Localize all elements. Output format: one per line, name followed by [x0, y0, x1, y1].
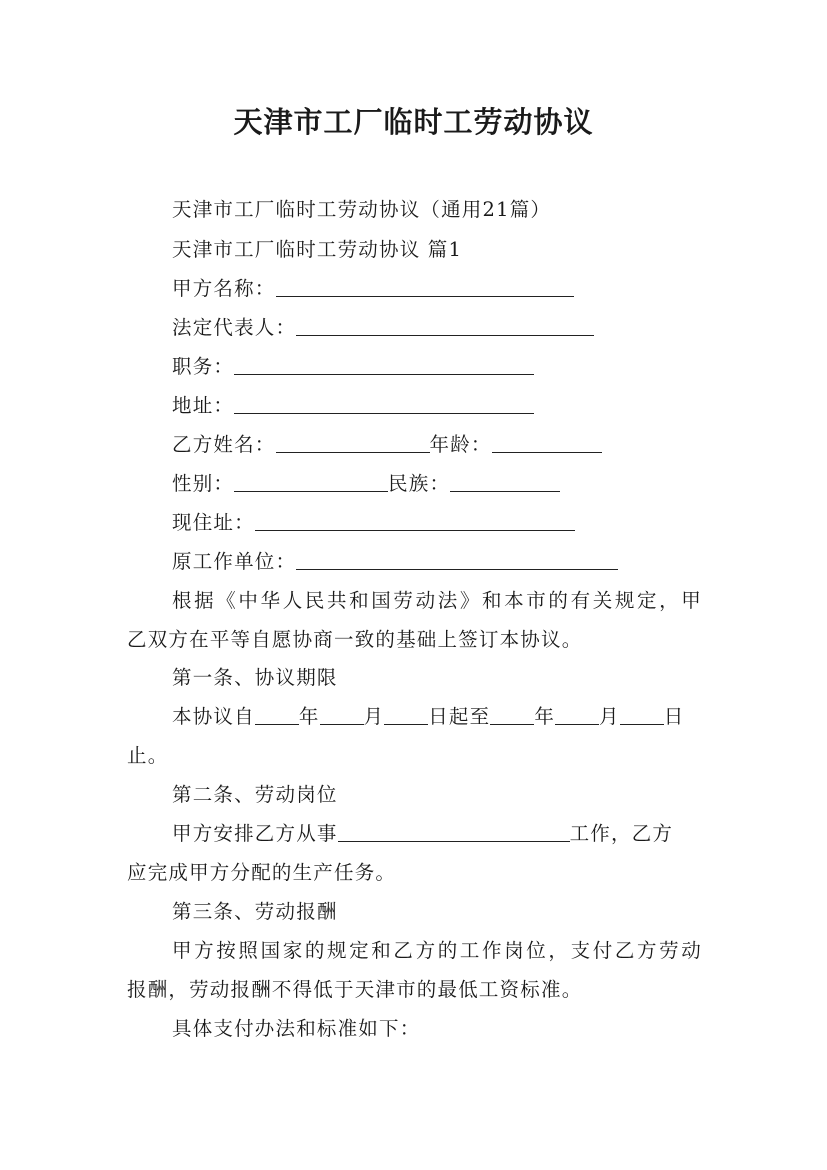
current-address-label: 现住址： — [172, 511, 255, 534]
basis-paragraph-line-1: 根据《中华人民共和国劳动法》和本市的有关规定，甲 — [172, 589, 702, 612]
address-line — [172, 391, 702, 421]
start-year-label: 年 — [298, 705, 320, 728]
address-blank[interactable] — [234, 393, 534, 414]
party-a-name-label: 甲方名称： — [172, 277, 276, 300]
basis-paragraph-line-2: 乙双方在平等自愿协商一致的基础上签订本协议。 — [127, 628, 583, 651]
party-b-line — [172, 430, 702, 460]
start-year-blank[interactable] — [255, 704, 299, 725]
party-b-name-label: 乙方姓名： — [172, 433, 276, 456]
position-label: 职务： — [172, 355, 235, 378]
pay-paragraph-line-3: 具体支付办法和标准如下： — [172, 1017, 421, 1040]
start-month-blank[interactable] — [320, 704, 364, 725]
gender-line — [172, 469, 702, 499]
position-line — [172, 352, 702, 382]
age-label: 年龄： — [429, 433, 492, 456]
end-year-label: 年 — [534, 705, 556, 728]
former-employer-blank[interactable] — [296, 549, 618, 570]
party-a-name-line — [172, 274, 702, 304]
former-employer-line — [172, 547, 702, 577]
end-year-blank[interactable] — [490, 704, 534, 725]
party-b-name-blank[interactable] — [276, 432, 430, 453]
current-address-blank[interactable] — [255, 510, 575, 531]
job-blank[interactable] — [338, 821, 570, 842]
end-day-blank[interactable] — [620, 704, 664, 725]
address-label: 地址： — [172, 394, 235, 417]
job-prefix: 甲方安排乙方从事 — [172, 822, 338, 845]
current-address-line — [172, 508, 702, 538]
start-month-label: 月 — [363, 705, 385, 728]
gender-label: 性别： — [172, 472, 235, 495]
article-3-heading: 第三条、劳动报酬 — [172, 900, 338, 923]
age-blank[interactable] — [492, 432, 602, 453]
start-day-blank[interactable] — [384, 704, 428, 725]
term-line-2: 止。 — [127, 744, 169, 767]
pay-paragraph-line-2: 报酬，劳动报酬不得低于天津市的最低工资标准。 — [127, 978, 583, 1001]
end-day-label: 日 — [663, 705, 685, 728]
pay-paragraph-line-1: 甲方按照国家的规定和乙方的工作岗位，支付乙方劳动 — [172, 939, 702, 962]
subtitle: 天津市工厂临时工劳动协议（通用21篇） — [172, 198, 552, 221]
start-day-label: 日起至 — [428, 705, 491, 728]
job-line-2: 应完成甲方分配的生产任务。 — [127, 861, 397, 884]
legal-rep-line — [172, 313, 702, 343]
term-line — [172, 702, 702, 732]
end-month-blank[interactable] — [555, 704, 599, 725]
legal-rep-label: 法定代表人： — [172, 316, 297, 339]
article-2-heading: 第二条、劳动岗位 — [172, 783, 338, 806]
article-1-heading: 第一条、协议期限 — [172, 666, 338, 689]
job-suffix: 工作，乙方 — [569, 822, 674, 845]
ethnicity-blank[interactable] — [450, 471, 560, 492]
term-prefix: 本协议自 — [172, 705, 255, 728]
job-line — [172, 819, 702, 849]
gender-blank[interactable] — [234, 471, 388, 492]
part-heading: 天津市工厂临时工劳动协议 篇1 — [172, 238, 463, 261]
document-title: 天津市工厂临时工劳动协议 — [233, 105, 594, 139]
end-month-label: 月 — [599, 705, 620, 728]
former-employer-label: 原工作单位： — [172, 550, 297, 573]
legal-rep-blank[interactable] — [296, 315, 594, 336]
position-blank[interactable] — [234, 354, 534, 375]
party-a-name-blank[interactable] — [276, 276, 574, 297]
ethnicity-label: 民族： — [388, 472, 451, 495]
